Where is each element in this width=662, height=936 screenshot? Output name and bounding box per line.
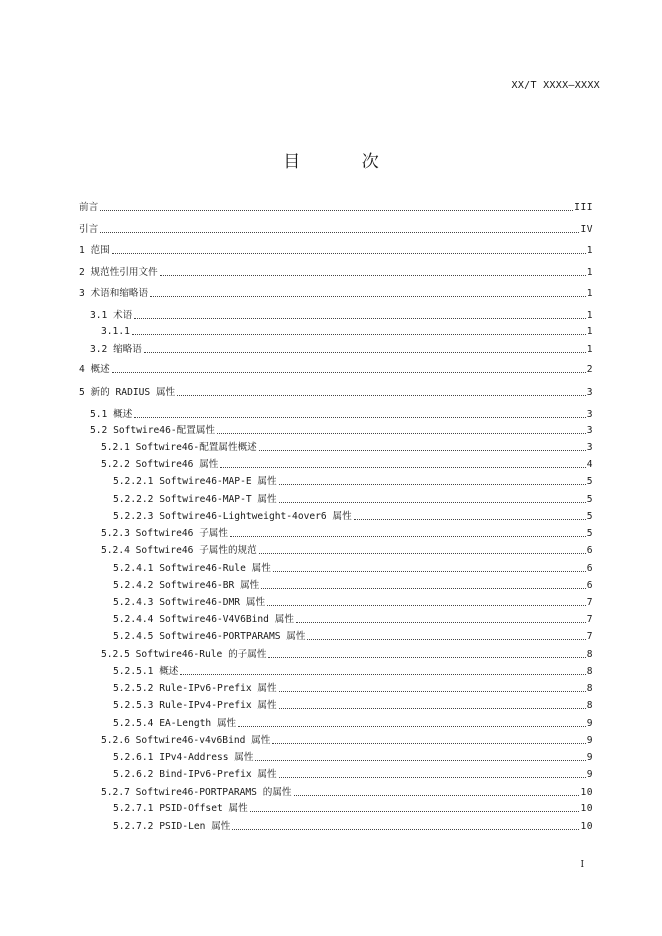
toc-entry[interactable] bbox=[79, 492, 593, 506]
toc-entry-label: 5.2.2.3 Softwire46-Lightweight-4over6 属性 bbox=[113, 511, 352, 522]
toc-entry-page: 5 bbox=[586, 528, 593, 539]
toc-leader-dots bbox=[294, 794, 580, 796]
toc-entry-label: 3.1.1 bbox=[101, 326, 130, 337]
toc-entry[interactable] bbox=[79, 200, 593, 214]
toc-entry-page: IV bbox=[580, 224, 593, 235]
toc-entry[interactable] bbox=[79, 578, 593, 592]
toc-entry-page: 10 bbox=[580, 821, 593, 832]
toc-entry-label: 5.2.5 Softwire46-Rule 的子属性 bbox=[101, 649, 267, 660]
toc-entry[interactable] bbox=[79, 767, 593, 781]
toc-entry[interactable] bbox=[79, 561, 593, 575]
toc-entry-label: 5.2.2.1 Softwire46-MAP-E 属性 bbox=[113, 476, 277, 487]
toc-entry[interactable] bbox=[79, 423, 593, 437]
toc-entry-page: 6 bbox=[586, 580, 593, 591]
toc-entry-page: III bbox=[574, 202, 593, 213]
toc-entry[interactable] bbox=[79, 324, 593, 338]
toc-entry-page: 9 bbox=[586, 718, 593, 729]
toc-leader-dots bbox=[296, 621, 586, 623]
toc-entry-page: 3 bbox=[586, 425, 593, 436]
toc-entry-page: 3 bbox=[586, 409, 593, 420]
toc-entry-label: 5.2.6.1 IPv4-Address 属性 bbox=[113, 752, 254, 763]
toc-leader-dots bbox=[279, 501, 586, 503]
toc-leader-dots bbox=[250, 810, 580, 812]
toc-leader-dots bbox=[217, 432, 586, 434]
toc-leader-dots bbox=[279, 690, 586, 692]
toc-entry[interactable] bbox=[79, 286, 593, 300]
toc-entry-label: 5.2.3 Softwire46 子属性 bbox=[101, 528, 228, 539]
toc-entry-label: 5.2.2.2 Softwire46-MAP-T 属性 bbox=[113, 494, 277, 505]
toc-leader-dots bbox=[268, 656, 585, 658]
toc-entry[interactable] bbox=[79, 342, 593, 356]
toc-entry-label: 5.2.5.4 EA-Length 属性 bbox=[113, 718, 237, 729]
toc-leader-dots bbox=[255, 759, 585, 761]
toc-entry-label: 5.2.2 Softwire46 属性 bbox=[101, 459, 219, 470]
toc-entry[interactable] bbox=[79, 308, 593, 322]
toc-entry[interactable] bbox=[79, 750, 593, 764]
toc-entry-label: 5.2.7 Softwire46-PORTPARAMS 的属性 bbox=[101, 787, 292, 798]
toc-entry-page: 10 bbox=[580, 803, 593, 814]
toc-entry-label: 5.2.6.2 Bind-IPv6-Prefix 属性 bbox=[113, 769, 277, 780]
toc-leader-dots bbox=[132, 333, 586, 335]
toc-leader-dots bbox=[272, 742, 585, 744]
toc-entry-page: 7 bbox=[586, 631, 593, 642]
toc-leader-dots bbox=[273, 570, 586, 572]
toc-entry[interactable] bbox=[79, 474, 593, 488]
toc-entry-page: 8 bbox=[586, 683, 593, 694]
toc-entry[interactable] bbox=[79, 733, 593, 747]
toc-entry[interactable] bbox=[79, 681, 593, 695]
toc-entry-page: 5 bbox=[586, 511, 593, 522]
toc-entry-label: 5.1 概述 bbox=[90, 409, 133, 420]
toc-entry-label: 5.2.4.1 Softwire46-Rule 属性 bbox=[113, 563, 271, 574]
toc-entry-label: 5.2.5.1 概述 bbox=[113, 666, 179, 677]
toc-entry-label: 5.2.4 Softwire46 子属性的规范 bbox=[101, 545, 257, 556]
toc-entry-page: 1 bbox=[586, 310, 593, 321]
toc-entry-label: 5 新的 RADIUS 属性 bbox=[79, 387, 176, 398]
toc-entry[interactable] bbox=[79, 698, 593, 712]
toc-entry-label: 5.2.4.4 Softwire46-V4V6Bind 属性 bbox=[113, 614, 294, 625]
toc-entry-page: 1 bbox=[586, 288, 593, 299]
toc-entry-page: 8 bbox=[586, 700, 593, 711]
toc-entry-label: 引言 bbox=[79, 224, 99, 235]
toc-leader-dots bbox=[232, 828, 579, 830]
toc-entry-page: 1 bbox=[586, 326, 593, 337]
toc-entry-page: 5 bbox=[586, 494, 593, 505]
toc-leader-dots bbox=[354, 518, 586, 520]
toc-leader-dots bbox=[230, 535, 586, 537]
toc-entry-label: 5.2.5.3 Rule-IPv4-Prefix 属性 bbox=[113, 700, 277, 711]
toc-leader-dots bbox=[112, 371, 586, 373]
footer-page-number: I bbox=[580, 860, 584, 870]
toc-leader-dots bbox=[150, 295, 586, 297]
toc-entry-page: 10 bbox=[580, 787, 593, 798]
toc-entry-label: 3.2 缩略语 bbox=[90, 344, 142, 355]
toc-entry-page: 7 bbox=[586, 597, 593, 608]
toc-entry[interactable] bbox=[79, 716, 593, 730]
toc-entry[interactable] bbox=[79, 819, 593, 833]
toc-leader-dots bbox=[238, 725, 586, 727]
toc-entry[interactable] bbox=[79, 526, 593, 540]
toc-entry-label: 4 概述 bbox=[79, 364, 110, 375]
toc-entry[interactable] bbox=[79, 385, 593, 399]
toc-entry-label: 5.2.7.1 PSID-Offset 属性 bbox=[113, 803, 248, 814]
toc-leader-dots bbox=[259, 552, 586, 554]
toc-entry-page: 3 bbox=[586, 442, 593, 453]
toc-entry-label: 5.2.4.5 Softwire46-PORTPARAMS 属性 bbox=[113, 631, 306, 642]
toc-leader-dots bbox=[112, 252, 586, 254]
toc-leader-dots bbox=[279, 707, 586, 709]
toc-leader-dots bbox=[160, 274, 586, 276]
toc-entry[interactable] bbox=[79, 595, 593, 609]
toc-entry[interactable] bbox=[79, 440, 593, 454]
toc-entry-label: 前言 bbox=[79, 202, 99, 213]
toc-entry-label: 5.2.1 Softwire46-配置属性概述 bbox=[101, 442, 257, 453]
toc-leader-dots bbox=[267, 604, 586, 606]
toc-leader-dots bbox=[134, 416, 585, 418]
toc-leader-dots bbox=[100, 231, 579, 233]
toc-leader-dots bbox=[134, 317, 585, 319]
toc-entry-label: 1 范围 bbox=[79, 245, 110, 256]
toc-entry-page: 8 bbox=[586, 649, 593, 660]
toc-entry-page: 9 bbox=[586, 769, 593, 780]
toc-entry[interactable] bbox=[79, 801, 593, 815]
toc-entry[interactable] bbox=[79, 362, 593, 376]
toc-entry-page: 9 bbox=[586, 735, 593, 746]
toc-entry-label: 5.2.5.2 Rule-IPv6-Prefix 属性 bbox=[113, 683, 277, 694]
toc-entry[interactable] bbox=[79, 457, 593, 471]
toc-leader-dots bbox=[100, 209, 573, 211]
toc-entry-page: 1 bbox=[586, 245, 593, 256]
toc-entry-page: 6 bbox=[586, 563, 593, 574]
page-title: 目 次 bbox=[283, 152, 407, 172]
toc-leader-dots bbox=[144, 351, 586, 353]
toc-leader-dots bbox=[279, 776, 586, 778]
toc-entry-page: 6 bbox=[586, 545, 593, 556]
toc-entry[interactable] bbox=[79, 222, 593, 236]
toc-entry[interactable] bbox=[79, 509, 593, 523]
toc-leader-dots bbox=[220, 466, 585, 468]
toc-entry[interactable] bbox=[79, 265, 593, 279]
toc-entry[interactable] bbox=[79, 664, 593, 678]
toc-entry[interactable] bbox=[79, 407, 593, 421]
toc-leader-dots bbox=[279, 483, 586, 485]
toc-entry[interactable] bbox=[79, 543, 593, 557]
toc-entry[interactable] bbox=[79, 612, 593, 626]
toc-leader-dots bbox=[307, 638, 585, 640]
toc-entry-label: 5.2.7.2 PSID-Len 属性 bbox=[113, 821, 231, 832]
toc-leader-dots bbox=[180, 673, 585, 675]
toc-entry-label: 5.2.4.2 Softwire46-BR 属性 bbox=[113, 580, 260, 591]
toc-entry[interactable] bbox=[79, 785, 593, 799]
toc-leader-dots bbox=[261, 587, 585, 589]
toc-entry-page: 5 bbox=[586, 476, 593, 487]
toc-entry-label: 3.1 术语 bbox=[90, 310, 133, 321]
toc-entry-label: 5.2 Softwire46-配置属性 bbox=[90, 425, 216, 436]
toc-entry-page: 7 bbox=[586, 614, 593, 625]
toc-entry-page: 9 bbox=[586, 752, 593, 763]
toc-entry-page: 4 bbox=[586, 459, 593, 470]
toc-entry-label: 2 规范性引用文件 bbox=[79, 267, 158, 278]
toc-entry-page: 1 bbox=[586, 267, 593, 278]
toc-leader-dots bbox=[259, 449, 586, 451]
toc-entry-page: 1 bbox=[586, 344, 593, 355]
toc-entry-label: 3 术语和缩略语 bbox=[79, 288, 149, 299]
toc-entry-page: 2 bbox=[586, 364, 593, 375]
toc-entry[interactable] bbox=[79, 629, 593, 643]
toc-entry[interactable] bbox=[79, 243, 593, 257]
toc-entry-label: 5.2.6 Softwire46-v4v6Bind 属性 bbox=[101, 735, 271, 746]
toc-leader-dots bbox=[177, 394, 586, 396]
toc-entry-page: 8 bbox=[586, 666, 593, 677]
toc-entry[interactable] bbox=[79, 647, 593, 661]
document-code: XX/T XXXX—XXXX bbox=[511, 80, 600, 91]
toc-entry-page: 3 bbox=[586, 387, 593, 398]
toc-entry-label: 5.2.4.3 Softwire46-DMR 属性 bbox=[113, 597, 266, 608]
